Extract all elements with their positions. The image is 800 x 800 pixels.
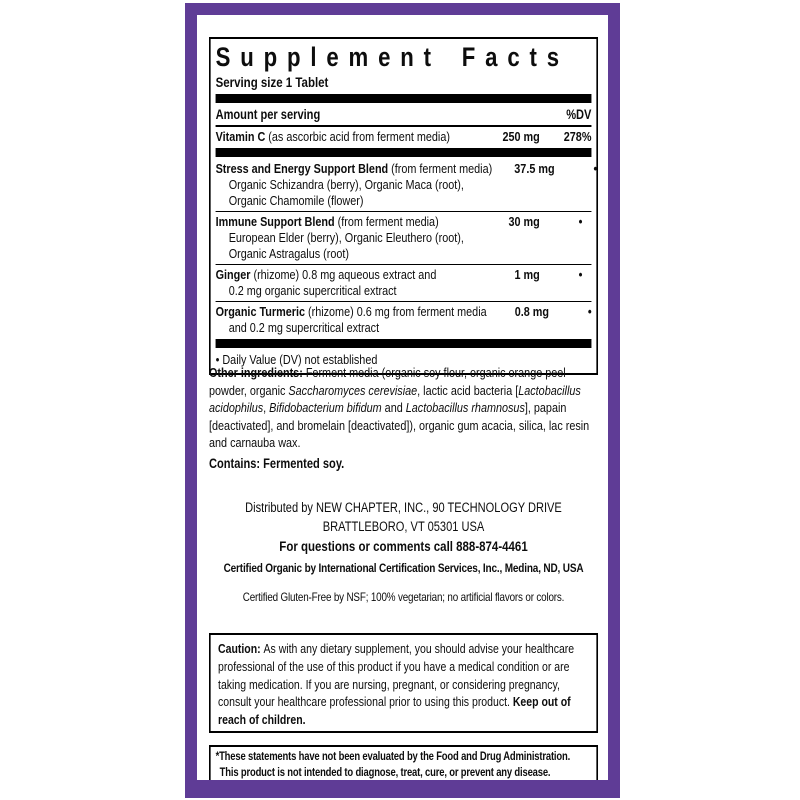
disclaimer-line-1: *These statements have not been evaluated by the Food and Drug Administration. [215, 751, 571, 763]
serving-size: Serving size 1 Tablet [215, 74, 329, 90]
turmeric-row [216, 302, 592, 338]
phone-line: For questions or comments call 888-874-4461 [279, 538, 528, 554]
vitamin-c-row [216, 127, 592, 147]
divider-thick-bar [216, 339, 592, 348]
blend-rows [215, 159, 598, 338]
turmeric-name: Organic Turmeric (rhizome) 0.6 mg from ferment media and 0.2 mg supercritical extract [215, 304, 487, 335]
other-ingredients-paragraph: Other ingredients: Ferment media (organic soy flour, organic orange peel powder, organic Saccharomyces cerevisiae, lactic acid bacteria [Lactobacillus acidophilus, Bifidobacterium bifidum and Lactobacillus rhamnosus], papain [deactivated], and bromelain [deactivated]), organic gum acacia, silica, lac resin and carnauba wax. [209, 365, 590, 451]
distributor-line-2: BRATTLEBORO, VT 05301 USA [322, 519, 485, 534]
blend-sub-ingredients: European Elder (berry), Organic Eleuthero (root), [228, 230, 464, 245]
blend-sub-ingredients: Organic Schizandra (berry), Organic Maca (root), [228, 177, 464, 192]
caution-box: Caution: As with any dietary supplement, you should advise your healthcare professional of the use of this product if you have a medical condition or are taking medication. If you are nursing, pregnant, or considering pregnancy, consult your healthcare professional prior to using this product. Keep out of reach of children. [209, 633, 598, 733]
ginger-dv: • [578, 267, 583, 282]
percent-dv-header: %DV [566, 107, 592, 122]
turmeric-dv: • [587, 304, 592, 319]
immune-blend-dv: • [578, 214, 583, 229]
stress-energy-blend-row [215, 159, 598, 212]
distributor-block [209, 498, 598, 556]
distributor-line-1: Distributed by NEW CHAPTER, INC., 90 TECHNOLOGY DRIVE [245, 500, 562, 515]
divider-thick-bar [216, 94, 592, 103]
vitamin-c-name: Vitamin C (as ascorbic acid from ferment media) [215, 129, 450, 144]
label-content [209, 27, 598, 787]
column-header-row [216, 105, 592, 127]
ginger-name: Ginger (rhizome) 0.8 mg aqueous extract and 0.2 mg organic supercritical extract [216, 267, 478, 299]
certified-organic-line: Certified Organic by International Certification Services, Inc., Medina, ND, USA [223, 561, 584, 575]
blend-sub-ingredients: Organic Chamomile (flower) [228, 193, 364, 208]
disclaimer-line-2: This product is not intended to diagnose, treat, cure, or prevent any disease. [219, 766, 551, 779]
immune-blend-row [216, 212, 592, 265]
vitamin-c-dv: 278% [563, 129, 592, 144]
vitamin-c-amount: 250 mg [502, 129, 540, 144]
divider-thick-bar [216, 148, 592, 157]
amount-per-serving-header: Amount per serving [215, 107, 321, 122]
stress-energy-blend-dv: • [593, 161, 598, 176]
supplement-facts-panel [209, 37, 598, 375]
ginger-amount: 1 mg [514, 267, 540, 282]
gluten-free-line: Certified Gluten-Free by NSF; 100% vegetarian; no artificial flavors or colors. [242, 590, 565, 604]
ginger-row [216, 265, 592, 302]
ginger-sub-line: 0.2 mg organic supercritical extract [228, 283, 397, 298]
blend-sub-ingredients: Organic Astragalus (root) [228, 246, 350, 261]
immune-blend-amount: 30 mg [508, 214, 540, 229]
fda-disclaimer-box [209, 745, 598, 785]
panel-title: Supplement Facts [215, 42, 569, 72]
turmeric-sub-line: and 0.2 mg supercritical extract [228, 320, 380, 335]
turmeric-amount: 0.8 mg [514, 304, 550, 319]
purple-label-frame [185, 3, 620, 798]
daily-value-footnote: • Daily Value (DV) not established [215, 352, 378, 367]
stress-energy-blend-amount: 37.5 mg [514, 161, 555, 176]
allergen-contains-line: Contains: Fermented soy. [209, 456, 345, 471]
immune-blend-name: Immune Support Blend (from ferment media) European Elder (berry), Organic Eleuthero (root), Organic Astragalus (root) [216, 214, 478, 262]
stress-energy-blend-name: Stress and Energy Support Blend (from ferment media) Organic Schizandra (berry), Organic Maca (root), Organic Chamomile (flower) [215, 161, 493, 208]
